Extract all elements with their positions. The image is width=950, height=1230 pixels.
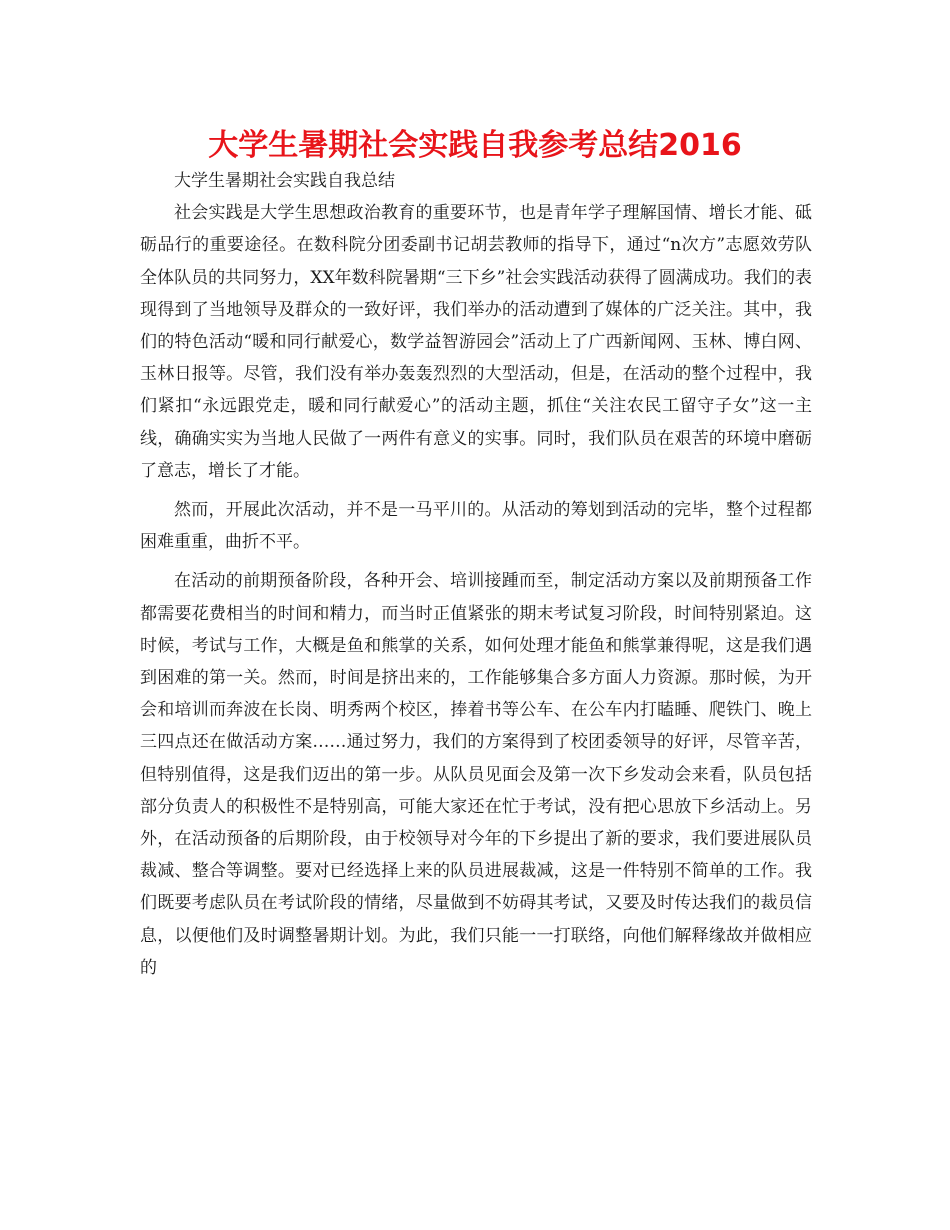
paragraph: 然而，开展此次活动，并不是一马平川的。从活动的筹划到活动的完毕，整个过程都困难重重，曲折不平。 bbox=[140, 500, 812, 553]
document-title: 大学生暑期社会实践自我参考总结2016 bbox=[208, 128, 742, 163]
document-body bbox=[140, 165, 812, 984]
paragraph: 在活动的前期预备阶段，各种开会、培训接踵而至，制定活动方案以及前期预备工作都需要花费相当的时间和精力，而当时正值紧张的期末考试复习阶段，时间特别紧迫。这时候，考试与工作，大概是鱼和熊掌的关系，如何处理才能鱼和熊掌兼得呢，这是我们遇到困难的第一关。然而，时间是挤出来的，工作能够集合多方面人力资源。那时候，为开会和培训而奔波在长岗、明秀两个校区，捧着书等公车、在公车内打瞌睡、爬铁门、晚上三四点还在做活动方案……通过努力，我们的方案得到了校团委领导的好评，尽管辛苦，但特别值得，这是我们迈出的第一步。从队员见面会及第一次下乡发动会来看，队员包括部分负责人的积极性不是特别高，可能大家还在忙于考试，没有把心思放下乡活动上。另外，在活动预备的后期阶段，由于校领导对今年的下乡提出了新的要求，我们要进展队员裁减、整合等调整。要对已经选择上来的队员进展裁减，这是一件特别不简单的工作。我们既要考虑队员在考试阶段的情绪，尽量做到不妨碍其考试，又要及时传达我们的裁员信息，以便他们及时调整暑期计划。为此，我们只能一一打联络，向他们解释缘故并做相应的 bbox=[140, 571, 812, 978]
paragraph: 社会实践是大学生思想政治教育的重要环节，也是青年学子理解国情、增长才能、砥砺品行的重要途径。在数科院分团委副书记胡芸教师的指导下，通过“n次方”志愿效劳队全体队员的共同努力，XX年数科院暑期“三下乡”社会实践活动获得了圆满成功。我们的表现得到了当地领导及群众的一致好评，我们举办的活动遭到了媒体的广泛关注。其中，我们的特色活动“暖和同行献爱心，数学益智游园会”活动上了广西新闻网、玉林、博白网、玉林日报等。尽管，我们没有举办轰轰烈烈的大型活动，但是，在活动的整个过程中，我们紧扣“永远跟党走，暖和同行献爱心”的活动主题，抓住“关注农民工留守子女”这一主线，确确实实为当地人民做了一两件有意义的实事。同时，我们队员在艰苦的环境中磨砺了意志，增长了才能。 bbox=[140, 203, 812, 481]
document-subtitle: 大学生暑期社会实践自我总结 bbox=[174, 171, 395, 191]
